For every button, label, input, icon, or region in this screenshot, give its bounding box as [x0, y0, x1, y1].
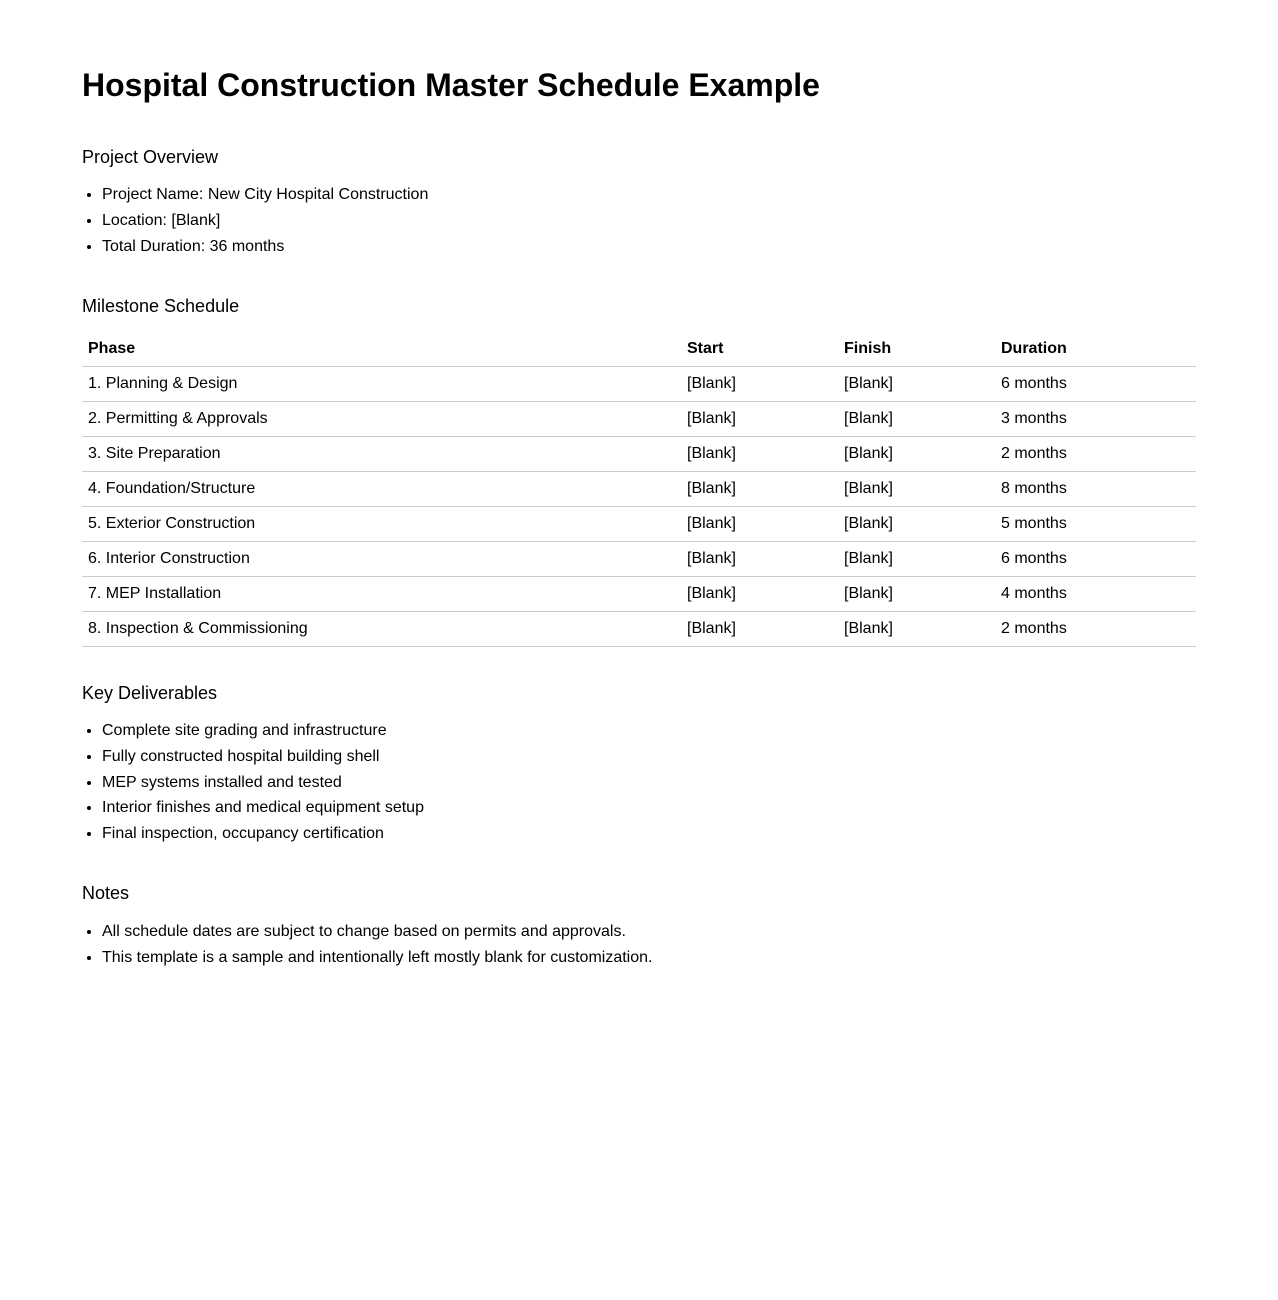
deliverables-heading: Key Deliverables — [82, 683, 218, 703]
table-row — [82, 402, 1196, 437]
table-row — [82, 507, 1196, 542]
deliverable-item: • Fully constructed hospital building shell — [102, 744, 424, 770]
phase-cell: 7. MEP Installation — [82, 577, 681, 612]
table-header-row — [82, 331, 1196, 367]
duration-cell: 2 months — [995, 437, 1196, 472]
note-item: • All schedule dates are subject to change based on permits and approvals. — [102, 919, 652, 945]
start-cell: [Blank] — [681, 612, 838, 647]
duration-cell: 2 months — [995, 612, 1196, 647]
duration-cell: 5 months — [995, 507, 1196, 542]
duration-cell: 6 months — [995, 542, 1196, 577]
overview-list — [82, 182, 428, 259]
phase-cell: 4. Foundation/Structure — [82, 472, 681, 507]
start-cell: [Blank] — [681, 472, 838, 507]
overview-item-location: • Location: [Blank] — [102, 208, 428, 234]
duration-cell: 8 months — [995, 472, 1196, 507]
finish-cell: [Blank] — [838, 612, 995, 647]
column-header-duration: Duration — [995, 331, 1196, 367]
note-item: • This template is a sample and intentionally left mostly blank for customization. — [102, 945, 652, 971]
overview-heading: Project Overview — [82, 147, 219, 167]
start-cell: [Blank] — [681, 542, 838, 577]
deliverable-item: • Interior finishes and medical equipment setup — [102, 795, 424, 821]
column-header-finish: Finish — [838, 331, 995, 367]
table-row — [82, 612, 1196, 647]
overview-item-project-name: • Project Name: New City Hospital Construction — [102, 182, 428, 208]
deliverables-list — [82, 718, 424, 847]
finish-cell: [Blank] — [838, 402, 995, 437]
column-header-start: Start — [681, 331, 838, 367]
finish-cell: [Blank] — [838, 507, 995, 542]
deliverable-item: • Final inspection, occupancy certification — [102, 821, 424, 847]
start-cell: [Blank] — [681, 437, 838, 472]
table-row — [82, 437, 1196, 472]
finish-cell: [Blank] — [838, 542, 995, 577]
finish-cell: [Blank] — [838, 367, 995, 402]
finish-cell: [Blank] — [838, 472, 995, 507]
deliverable-item: • Complete site grading and infrastructure — [102, 718, 424, 744]
table-row — [82, 472, 1196, 507]
phase-cell: 8. Inspection & Commissioning — [82, 612, 681, 647]
finish-cell: [Blank] — [838, 437, 995, 472]
duration-cell: 4 months — [995, 577, 1196, 612]
table-row — [82, 367, 1196, 402]
milestone-table — [82, 331, 1196, 647]
finish-cell: [Blank] — [838, 577, 995, 612]
table-row — [82, 542, 1196, 577]
phase-cell: 5. Exterior Construction — [82, 507, 681, 542]
start-cell: [Blank] — [681, 367, 838, 402]
start-cell: [Blank] — [681, 402, 838, 437]
column-header-phase: Phase — [82, 331, 681, 367]
overview-item-total-duration: • Total Duration: 36 months — [102, 234, 428, 260]
phase-cell: 2. Permitting & Approvals — [82, 402, 681, 437]
notes-list — [82, 919, 652, 971]
page-title: Hospital Construction Master Schedule Example — [82, 67, 820, 103]
duration-cell: 6 months — [995, 367, 1196, 402]
start-cell: [Blank] — [681, 577, 838, 612]
notes-heading: Notes — [82, 883, 130, 903]
duration-cell: 3 months — [995, 402, 1196, 437]
deliverable-item: • MEP systems installed and tested — [102, 770, 424, 796]
milestone-heading: Milestone Schedule — [82, 296, 240, 316]
start-cell: [Blank] — [681, 507, 838, 542]
phase-cell: 1. Planning & Design — [82, 367, 681, 402]
phase-cell: 6. Interior Construction — [82, 542, 681, 577]
phase-cell: 3. Site Preparation — [82, 437, 681, 472]
table-row — [82, 577, 1196, 612]
